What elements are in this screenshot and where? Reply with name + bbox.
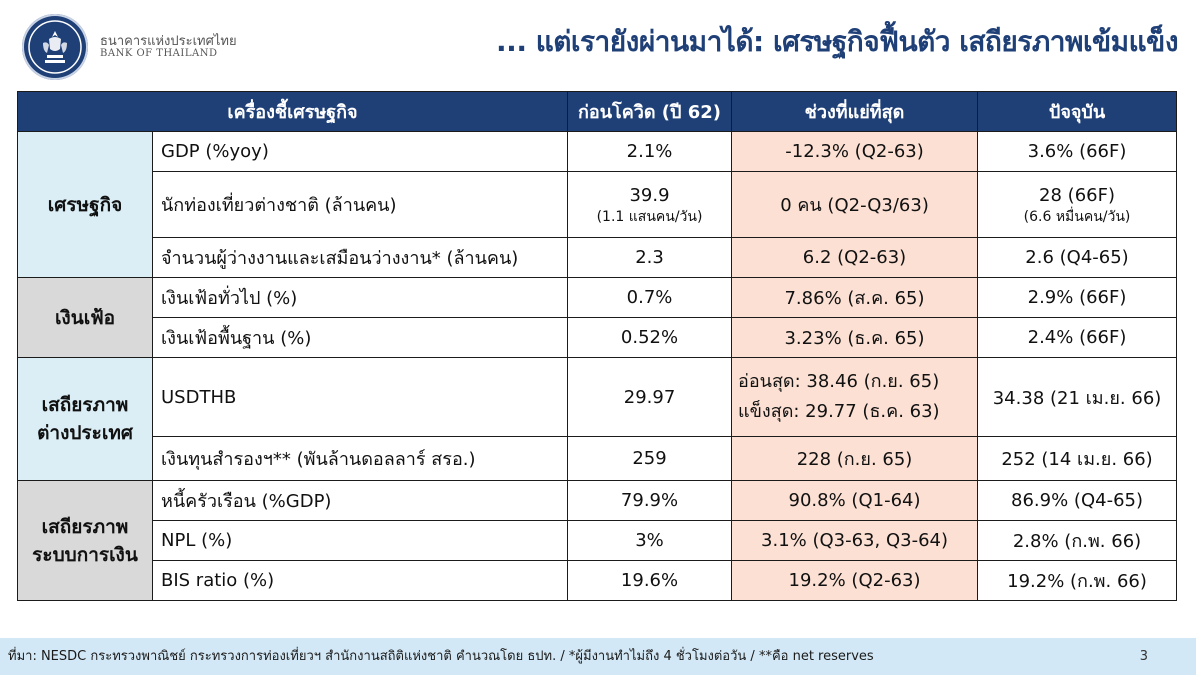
current-value: 3.6% (66F)	[978, 132, 1177, 172]
bank-name-english: BANK OF THAILAND	[100, 48, 218, 59]
table-row	[18, 172, 1177, 238]
table-row	[18, 561, 1177, 601]
group-label-line1: เสถียรภาพ	[41, 394, 129, 416]
group-label-economy: เศรษฐกิจ	[18, 132, 153, 278]
group-label-line2: ต่างประเทศ	[37, 422, 133, 444]
table-row	[18, 521, 1177, 561]
worst-value: 3.1% (Q3-63, Q3-64)	[732, 521, 978, 561]
current-value: 86.9% (Q4-65)	[978, 481, 1177, 521]
pre-covid-value: 2.1%	[568, 132, 732, 172]
table-row	[18, 437, 1177, 481]
current-value: 2.8% (ก.พ. 66)	[978, 521, 1177, 561]
current-main: 28 (66F)	[1039, 184, 1115, 206]
bank-of-thailand-logo	[22, 14, 88, 80]
table-row	[18, 358, 1177, 437]
footer-bar	[0, 638, 1196, 675]
current-value: 19.2% (ก.พ. 66)	[978, 561, 1177, 601]
pre-covid-value: 259	[568, 437, 732, 481]
indicator-name: จำนวนผู้ว่างงานและเสมือนว่างงาน* (ล้านคน)	[153, 238, 568, 278]
indicator-name: GDP (%yoy)	[153, 132, 568, 172]
worst-value	[732, 358, 978, 437]
worst-value: 228 (ก.ย. 65)	[732, 437, 978, 481]
pre-covid-value: 19.6%	[568, 561, 732, 601]
bank-name-thai: ธนาคารแห่งประเทศไทย	[100, 34, 237, 49]
group-label-external-stability	[18, 358, 153, 481]
table-row	[18, 318, 1177, 358]
worst-value: -12.3% (Q2-63)	[732, 132, 978, 172]
pre-covid-value: 79.9%	[568, 481, 732, 521]
worst-value: 7.86% (ส.ค. 65)	[732, 278, 978, 318]
garuda-emblem-icon	[27, 19, 83, 75]
header-indicator: เครื่องชี้เศรษฐกิจ	[18, 92, 568, 132]
worst-strongest: แข็งสุด: 29.77 (ธ.ค. 63)	[738, 401, 940, 422]
worst-value: 3.23% (ธ.ค. 65)	[732, 318, 978, 358]
table-row	[18, 481, 1177, 521]
pre-covid-main: 39.9	[629, 184, 670, 206]
indicator-name: เงินเฟ้อพื้นฐาน (%)	[153, 318, 568, 358]
pre-covid-value: 0.7%	[568, 278, 732, 318]
current-sub: (6.6 หมื่นคน/วัน)	[1023, 208, 1131, 225]
current-value: 34.38 (21 เม.ย. 66)	[978, 358, 1177, 437]
group-label-financial-stability	[18, 481, 153, 601]
table-header-row	[18, 92, 1177, 132]
current-value: 2.6 (Q4-65)	[978, 238, 1177, 278]
current-value	[978, 172, 1177, 238]
economic-indicators-table	[17, 91, 1177, 601]
group-label-line2: ระบบการเงิน	[32, 543, 138, 566]
indicator-name: นักท่องเที่ยวต่างชาติ (ล้านคน)	[153, 172, 568, 238]
header-worst: ช่วงที่แย่ที่สุด	[732, 92, 978, 132]
slide-title: ... แต่เรายังผ่านมาได้: เศรษฐกิจฟื้นตัว เสถียรภาพเข้มแข็ง	[496, 25, 1178, 58]
pre-covid-value: 2.3	[568, 238, 732, 278]
indicator-name: BIS ratio (%)	[153, 561, 568, 601]
group-label-inflation: เงินเฟ้อ	[18, 278, 153, 358]
table-row	[18, 238, 1177, 278]
group-label-line1: เสถียรภาพ	[41, 515, 129, 538]
current-value: 2.9% (66F)	[978, 278, 1177, 318]
current-value: 2.4% (66F)	[978, 318, 1177, 358]
indicator-name: USDTHB	[153, 358, 568, 437]
pre-covid-value	[568, 172, 732, 238]
page-number: 3	[1139, 649, 1148, 664]
pre-covid-value: 3%	[568, 521, 732, 561]
indicator-name: หนี้ครัวเรือน (%GDP)	[153, 481, 568, 521]
source-note: ที่มา: NESDC กระทรวงพาณิชย์ กระทรวงการท่องเที่ยวฯ สำนักงานสถิติแห่งชาติ คำนวณโดย ธปท. / *ผู้มีงานทำไม่ถึง 4 ชั่วโมงต่อวัน / **คือ net reserves	[8, 649, 874, 664]
header-pre-covid: ก่อนโควิด (ปี 62)	[568, 92, 732, 132]
worst-weakest: อ่อนสุด: 38.46 (ก.ย. 65)	[738, 371, 940, 392]
pre-covid-value: 29.97	[568, 358, 732, 437]
current-value: 252 (14 เม.ย. 66)	[978, 437, 1177, 481]
header-current: ปัจจุบัน	[978, 92, 1177, 132]
worst-value: 90.8% (Q1-64)	[732, 481, 978, 521]
worst-value: 0 คน (Q2-Q3/63)	[732, 172, 978, 238]
pre-covid-sub: (1.1 แสนคน/วัน)	[596, 208, 703, 225]
table-row	[18, 278, 1177, 318]
worst-value: 19.2% (Q2-63)	[732, 561, 978, 601]
indicator-name: NPL (%)	[153, 521, 568, 561]
worst-value: 6.2 (Q2-63)	[732, 238, 978, 278]
indicator-name: เงินทุนสำรองฯ** (พันล้านดอลลาร์ สรอ.)	[153, 437, 568, 481]
indicator-name: เงินเฟ้อทั่วไป (%)	[153, 278, 568, 318]
pre-covid-value: 0.52%	[568, 318, 732, 358]
table-row	[18, 132, 1177, 172]
